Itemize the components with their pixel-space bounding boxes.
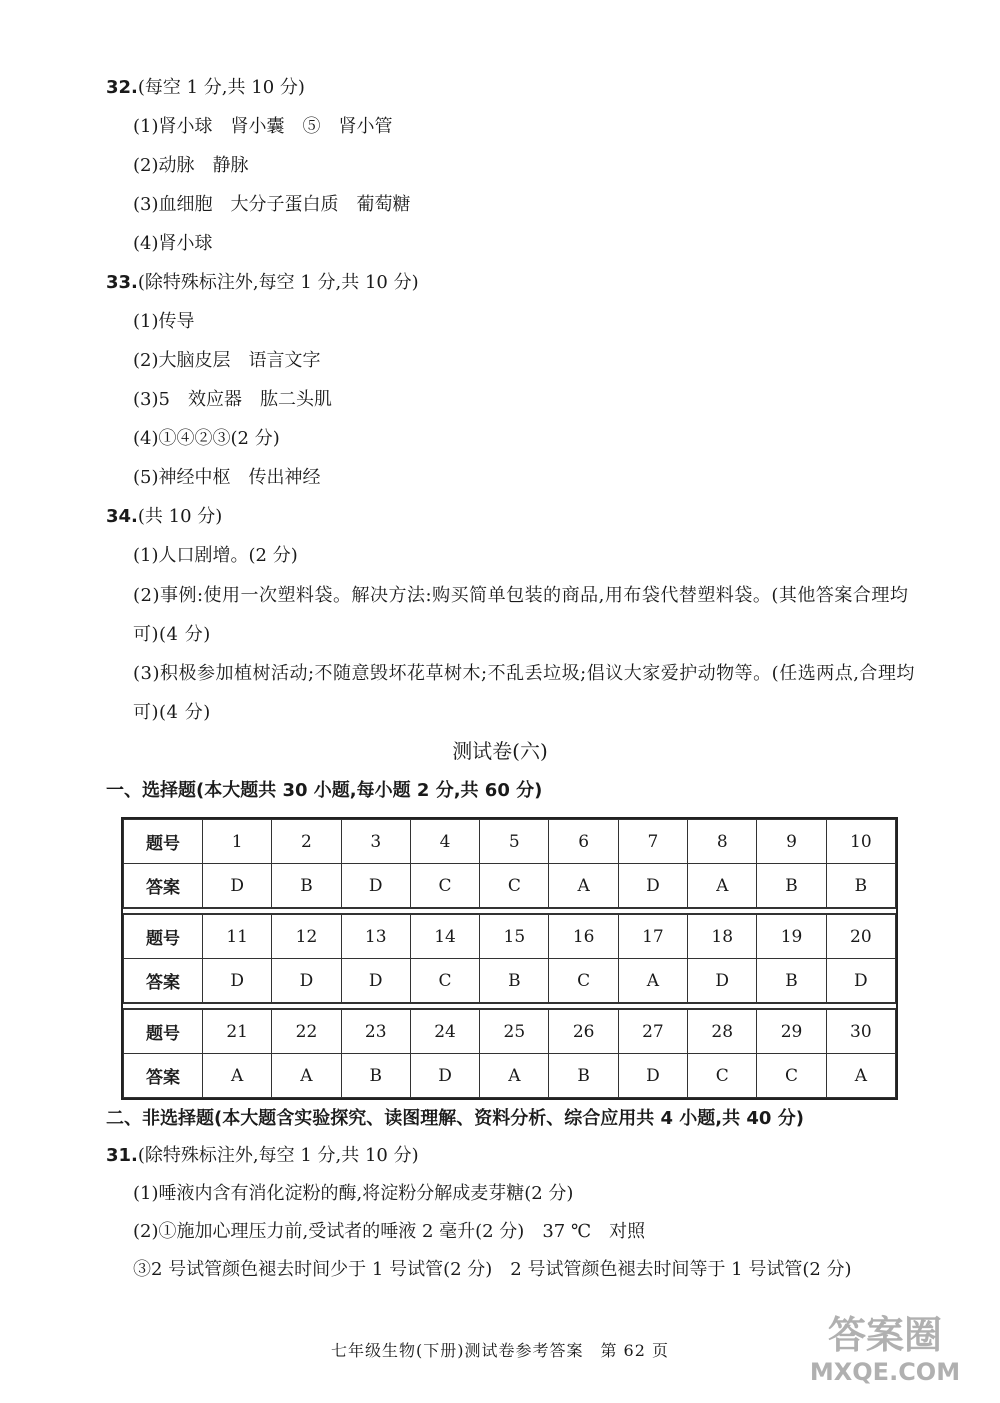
watermark-url: MXQE.COM <box>809 1358 961 1386</box>
answer-cell: D <box>341 864 410 908</box>
answer-cell: D <box>688 959 757 1003</box>
question-number-cell: 5 <box>480 820 549 864</box>
answer-cell: D <box>203 959 272 1003</box>
answer-cell: A <box>688 864 757 908</box>
question-number-cell: 29 <box>757 1010 826 1054</box>
watermark-logo <box>790 1300 980 1388</box>
question-number-cell: 23 <box>341 1010 410 1054</box>
question-number: 33. <box>106 272 138 293</box>
question-number: 34. <box>106 506 138 527</box>
answer-cell: A <box>618 959 687 1003</box>
answer-cell: C <box>757 1054 826 1098</box>
answer-line: (2)大脑皮层 语言文字 <box>133 350 321 371</box>
question-number-cell: 26 <box>549 1010 618 1054</box>
question-number-cell: 8 <box>688 820 757 864</box>
question-number-row <box>124 820 896 864</box>
section-1-heading: 一、选择题(本大题共 30 小题,每小题 2 分,共 60 分) <box>106 780 543 801</box>
question-34-header <box>106 505 222 529</box>
answer-line: (2)动脉 静脉 <box>133 155 249 176</box>
answer-line: (2)①施加心理压力前,受试者的唾液 2 毫升(2 分) 37 ℃ 对照 <box>133 1221 646 1242</box>
answer-table-block <box>123 819 896 908</box>
question-number-row <box>124 1010 896 1054</box>
answer-cell: B <box>549 1054 618 1098</box>
question-31-header <box>106 1144 419 1168</box>
answer-cell: D <box>618 1054 687 1098</box>
answer-cell: C <box>410 959 479 1003</box>
question-number-cell: 28 <box>688 1010 757 1054</box>
question-number-cell: 14 <box>410 915 479 959</box>
answer-cell: B <box>757 864 826 908</box>
answer-cell: C <box>688 1054 757 1098</box>
answer-line: (5)神经中枢 传出神经 <box>133 467 321 488</box>
question-33-header <box>106 271 419 295</box>
question-number-cell: 21 <box>203 1010 272 1054</box>
answer-cell: A <box>826 1054 895 1098</box>
answer-line: (4)肾小球 <box>133 233 213 254</box>
answer-row-label: 答案 <box>124 1054 203 1098</box>
answer-line: (3)血细胞 大分子蛋白质 葡萄糖 <box>133 194 411 215</box>
answer-line: (1)肾小球 肾小囊 ⑤ 肾小管 <box>133 116 393 137</box>
answer-cell: A <box>549 864 618 908</box>
answer-paragraph: (3)积极参加植树活动;不随意毁坏花草树木;不乱丢垃圾;倡议大家爱护动物等。(任选两点,合理均可)(4 分) <box>133 663 915 723</box>
answer-cell: A <box>203 1054 272 1098</box>
question-number-cell: 10 <box>826 820 895 864</box>
question-32-header <box>106 76 305 100</box>
answer-cell: D <box>618 864 687 908</box>
answer-cell: B <box>272 864 341 908</box>
answer-cell: D <box>410 1054 479 1098</box>
question-number-cell: 27 <box>618 1010 687 1054</box>
question-number-cell: 1 <box>203 820 272 864</box>
answer-cell: C <box>480 864 549 908</box>
question-number-cell: 2 <box>272 820 341 864</box>
question-number-cell: 11 <box>203 915 272 959</box>
question-number-cell: 13 <box>341 915 410 959</box>
question-number: 32. <box>106 77 138 98</box>
answer-cell: B <box>826 864 895 908</box>
answer-cell: A <box>480 1054 549 1098</box>
answer-row <box>124 959 896 1003</box>
question-number-cell: 12 <box>272 915 341 959</box>
question-number-row-label: 题号 <box>124 915 203 959</box>
question-number-cell: 15 <box>480 915 549 959</box>
answer-cell: B <box>757 959 826 1003</box>
question-number-cell: 19 <box>757 915 826 959</box>
answer-table-block <box>123 1009 896 1098</box>
question-note: (除特殊标注外,每空 1 分,共 10 分) <box>137 1145 419 1166</box>
answer-line: (1)唾液内含有消化淀粉的酶,将淀粉分解成麦芽糖(2 分) <box>133 1183 574 1204</box>
answer-row <box>124 1054 896 1098</box>
question-number-cell: 30 <box>826 1010 895 1054</box>
question-number-cell: 17 <box>618 915 687 959</box>
question-number-cell: 24 <box>410 1010 479 1054</box>
question-number-cell: 22 <box>272 1010 341 1054</box>
test-title: 测试卷(六) <box>452 739 548 763</box>
question-number-cell: 20 <box>826 915 895 959</box>
watermark-title: 答案圈 <box>827 1313 943 1357</box>
answer-cell: D <box>203 864 272 908</box>
question-number-cell: 16 <box>549 915 618 959</box>
question-note: (每空 1 分,共 10 分) <box>137 77 305 98</box>
answer-cell: B <box>341 1054 410 1098</box>
answer-cell: C <box>410 864 479 908</box>
answer-paragraph: (2)事例:使用一次塑料袋。解决方法:购买简单包装的商品,用布袋代替塑料袋。(其他答案合理均可)(4 分) <box>133 585 909 645</box>
answer-row-label: 答案 <box>124 959 203 1003</box>
answer-line: (3)5 效应器 肱二头肌 <box>133 389 332 410</box>
question-number-row-label: 题号 <box>124 820 203 864</box>
question-number-row-label: 题号 <box>124 1010 203 1054</box>
answer-table <box>121 817 898 1100</box>
question-number-cell: 25 <box>480 1010 549 1054</box>
question-number-cell: 6 <box>549 820 618 864</box>
answer-line: (1)人口剧增。(2 分) <box>133 545 298 566</box>
question-note: (除特殊标注外,每空 1 分,共 10 分) <box>137 272 419 293</box>
answer-cell: D <box>826 959 895 1003</box>
answer-line: (1)传导 <box>133 311 195 332</box>
question-number-cell: 18 <box>688 915 757 959</box>
answer-row-label: 答案 <box>124 864 203 908</box>
page-footer: 七年级生物(下册)测试卷参考答案 第 62 页 <box>330 1341 670 1360</box>
question-number-cell: 4 <box>410 820 479 864</box>
answer-cell: D <box>272 959 341 1003</box>
question-number: 31. <box>106 1145 138 1166</box>
question-note: (共 10 分) <box>137 506 223 527</box>
answer-cell: C <box>549 959 618 1003</box>
answer-cell: A <box>272 1054 341 1098</box>
section-2-heading: 二、非选择题(本大题含实验探究、读图理解、资料分析、综合应用共 4 小题,共 40 分) <box>106 1108 804 1129</box>
question-number-cell: 9 <box>757 820 826 864</box>
question-number-row <box>124 915 896 959</box>
answer-table-block <box>123 914 896 1003</box>
answer-line: ③2 号试管颜色褪去时间少于 1 号试管(2 分) 2 号试管颜色褪去时间等于 1 号试管(2 分) <box>133 1259 852 1280</box>
answer-cell: D <box>341 959 410 1003</box>
answer-line: (4)①④②③(2 分) <box>133 428 280 449</box>
question-number-cell: 7 <box>618 820 687 864</box>
answer-cell: B <box>480 959 549 1003</box>
answer-row <box>124 864 896 908</box>
question-number-cell: 3 <box>341 820 410 864</box>
